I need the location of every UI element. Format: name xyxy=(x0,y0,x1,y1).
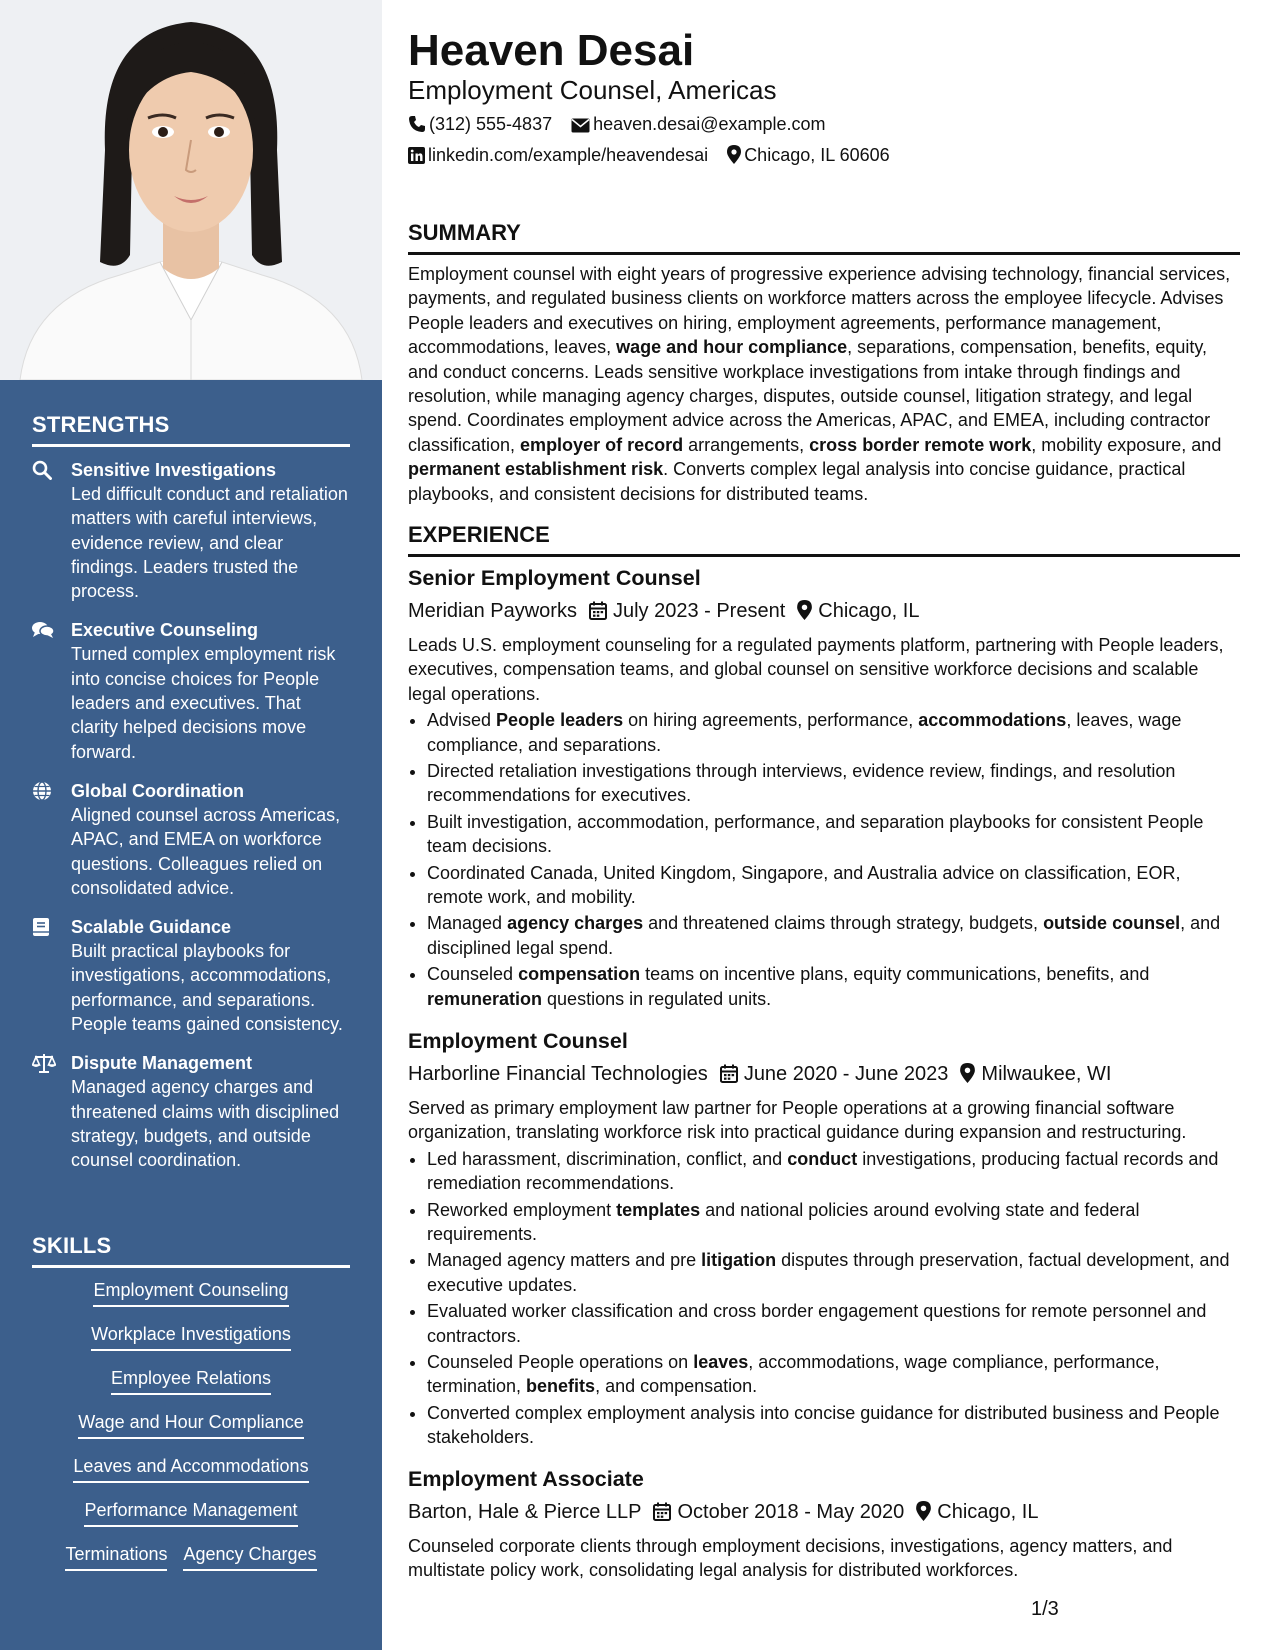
job-bullet: • Reworked employment templates and national policies around evolving state and federal requirements. xyxy=(427,1198,1240,1247)
skill-tag: Employee Relations xyxy=(111,1368,271,1395)
candidate-name: Heaven Desai xyxy=(408,26,695,75)
scale-icon xyxy=(32,1053,54,1075)
job-bullet: • Converted complex employment analysis into concise guidance for distributed business and People stakeholders. xyxy=(427,1401,1240,1450)
job-location: Chicago, IL xyxy=(937,1501,1039,1523)
job-bullet: • Built investigation, accommodation, performance, and separation playbooks for consistent People team decisions. xyxy=(427,810,1240,859)
strength-desc: Led difficult conduct and retaliation matters with careful interviews, evidence review, and clear findings. Leaders trusted the process. xyxy=(71,484,348,602)
calendar-icon xyxy=(653,1500,671,1530)
strengths-heading: STRENGTHS xyxy=(32,412,350,447)
strength-item xyxy=(32,1051,352,1172)
job-bullet: • Managed agency matters and pre litigation disputes through preservation, factual development, and executive updates. xyxy=(427,1248,1240,1297)
phone-text: (312) 555-4837 xyxy=(429,114,553,134)
contact-row xyxy=(408,114,840,138)
sidebar xyxy=(0,0,382,1650)
job-bullet: • Counseled People operations on leaves, accommodations, wage compliance, performance, termination, benefits, and compensation. xyxy=(427,1350,1240,1399)
experience-heading: EXPERIENCE xyxy=(408,522,1240,557)
job-dates: July 2023 - Present xyxy=(612,600,786,622)
profile-photo xyxy=(0,0,382,380)
job-meta xyxy=(408,1059,1240,1092)
email-text: heaven.desai@example.com xyxy=(593,114,826,134)
job-entry xyxy=(408,564,1240,1013)
strength-item xyxy=(32,458,352,603)
skill-tag: Terminations xyxy=(65,1544,167,1571)
strength-item xyxy=(32,618,352,763)
job-title: Senior Employment Counsel xyxy=(408,566,701,590)
job-company: Meridian Payworks xyxy=(408,600,577,622)
job-intro: Leads U.S. employment counseling for a regulated payments platform, partnering with People leaders, executives, compensation teams, and global counsel on sensitive workforce decisions and scalable legal operations. xyxy=(408,635,1224,704)
job-bullet: • Directed retaliation investigations through interviews, evidence review, findings, and resolution recommendations for executives. xyxy=(427,759,1240,808)
strength-title: Global Coordination xyxy=(71,780,244,801)
job-bullet: • Managed agency charges and threatened claims through strategy, budgets, outside counsel, and disciplined legal spend. xyxy=(427,911,1240,960)
job-company: Harborline Financial Technologies xyxy=(408,1063,708,1085)
calendar-icon xyxy=(720,1062,738,1092)
location-pin-icon xyxy=(960,1062,975,1092)
job-meta xyxy=(408,596,1240,629)
strength-title: Executive Counseling xyxy=(71,620,259,641)
strength-title: Dispute Management xyxy=(71,1053,253,1074)
strength-item xyxy=(32,779,352,900)
job-bullets xyxy=(408,1147,1240,1450)
job-bullet: • Counseled compensation teams on incentive plans, equity communications, benefits, and remuneration questions in regulated units. xyxy=(427,962,1240,1011)
skills-list xyxy=(32,1280,350,1588)
job-bullets xyxy=(408,708,1240,1011)
job-dates: October 2018 - May 2020 xyxy=(677,1501,905,1523)
strength-desc: Turned complex employment risk into concise choices for People leaders and executives. That clarity helped decisions move forward. xyxy=(71,644,336,762)
job-bullet: • Evaluated worker classification and cross border engagement questions for remote personnel and contractors. xyxy=(427,1299,1240,1348)
job-title: Employment Counsel xyxy=(408,1029,628,1053)
summary-heading: SUMMARY xyxy=(408,220,1240,255)
skill-tag: Wage and Hour Compliance xyxy=(78,1412,303,1439)
job-meta xyxy=(408,1497,1240,1530)
search-icon xyxy=(32,460,54,482)
strength-desc: Aligned counsel across Americas, APAC, and EMEA on workforce questions. Colleagues relied on consolidated advice. xyxy=(71,804,341,898)
skill-tag: Performance Management xyxy=(84,1500,297,1527)
job-title: Employment Associate xyxy=(408,1467,644,1491)
job-entry xyxy=(408,1465,1240,1583)
skill-tag: Employment Counseling xyxy=(93,1280,288,1307)
location-pin-icon xyxy=(916,1500,931,1530)
candidate-title: Employment Counsel, Americas xyxy=(408,75,777,105)
globe-icon xyxy=(32,781,54,803)
linkedin-text: linkedin.com/example/heavendesai xyxy=(428,145,709,165)
strengths-list xyxy=(32,458,352,1188)
comments-icon xyxy=(32,620,54,642)
job-bullet: • Advised People leaders on hiring agreements, performance, accommodations, leaves, wage compliance, and separations. xyxy=(427,708,1240,757)
job-bullet: • Led harassment, discrimination, conflict, and conduct investigations, producing factual records and remediation recommendations. xyxy=(427,1147,1240,1196)
strength-item xyxy=(32,915,352,1036)
strength-title: Scalable Guidance xyxy=(71,917,232,938)
job-company: Barton, Hale & Pierce LLP xyxy=(408,1501,642,1523)
job-intro: Served as primary employment law partner for People operations at a growing financial software organization, translating workforce risk into practical guidance during expansion and restructuring. xyxy=(408,1098,1187,1143)
skill-tag: Leaves and Accommodations xyxy=(73,1456,308,1483)
book-icon xyxy=(32,917,54,939)
strength-desc: Managed agency charges and threatened claims with disciplined strategy, budgets, and outside counsel coordination. xyxy=(71,1077,340,1171)
location-text: Chicago, IL 60606 xyxy=(744,145,890,165)
summary-text: Employment counsel with eight years of progressive experience advising technology, financial services, payments, and regulated business clients on workforce matters across the employee lifecycle. Advises People leaders and executives on hiring, employment agreements, performance management, accommodations, leaves, wage and hour compliance, separations, compensation, benefits, equity, and conduct concerns. Leads sensitive workplace investigations from intake through findings and resolution, while managing agency charges, disputes, outside counsel, litigation strategy, and legal spend. Coordinates employment advice across the Americas, APAC, and EMEA, including contractor classification, employer of record arrangements, cross border remote work, mobility exposure, and permanent establishment risk. Converts complex legal analysis into concise guidance, practical playbooks, and consistent decisions for distributed teams. xyxy=(408,264,1231,504)
skill-tag: Workplace Investigations xyxy=(91,1324,291,1351)
strength-desc: Built practical playbooks for investigations, accommodations, performance, and separations. People teams gained consistency. xyxy=(71,941,343,1035)
skill-tag: Agency Charges xyxy=(183,1544,316,1571)
job-bullet: • Coordinated Canada, United Kingdom, Singapore, and Australia advice on classification, EOR, remote work, and mobility. xyxy=(427,861,1240,910)
location-pin-icon xyxy=(797,599,812,629)
job-entry xyxy=(408,1027,1240,1452)
job-dates: June 2020 - June 2023 xyxy=(743,1063,949,1085)
envelope-icon xyxy=(571,117,590,138)
job-location: Chicago, IL xyxy=(818,600,920,622)
skills-heading: SKILLS xyxy=(32,1233,350,1268)
location-pin-icon xyxy=(727,145,741,169)
strength-title: Sensitive Investigations xyxy=(71,460,277,480)
phone-icon xyxy=(408,115,426,138)
calendar-icon xyxy=(589,599,607,629)
contact-row xyxy=(408,145,904,169)
job-intro: Counseled corporate clients through employment decisions, investigations, agency matters, and multistate policy work, consolidating legal analysis for distributed workforces. xyxy=(408,1536,1173,1581)
linkedin-icon xyxy=(408,147,425,169)
page-number: 1/3 xyxy=(1031,1598,1059,1620)
job-location: Milwaukee, WI xyxy=(981,1063,1112,1085)
